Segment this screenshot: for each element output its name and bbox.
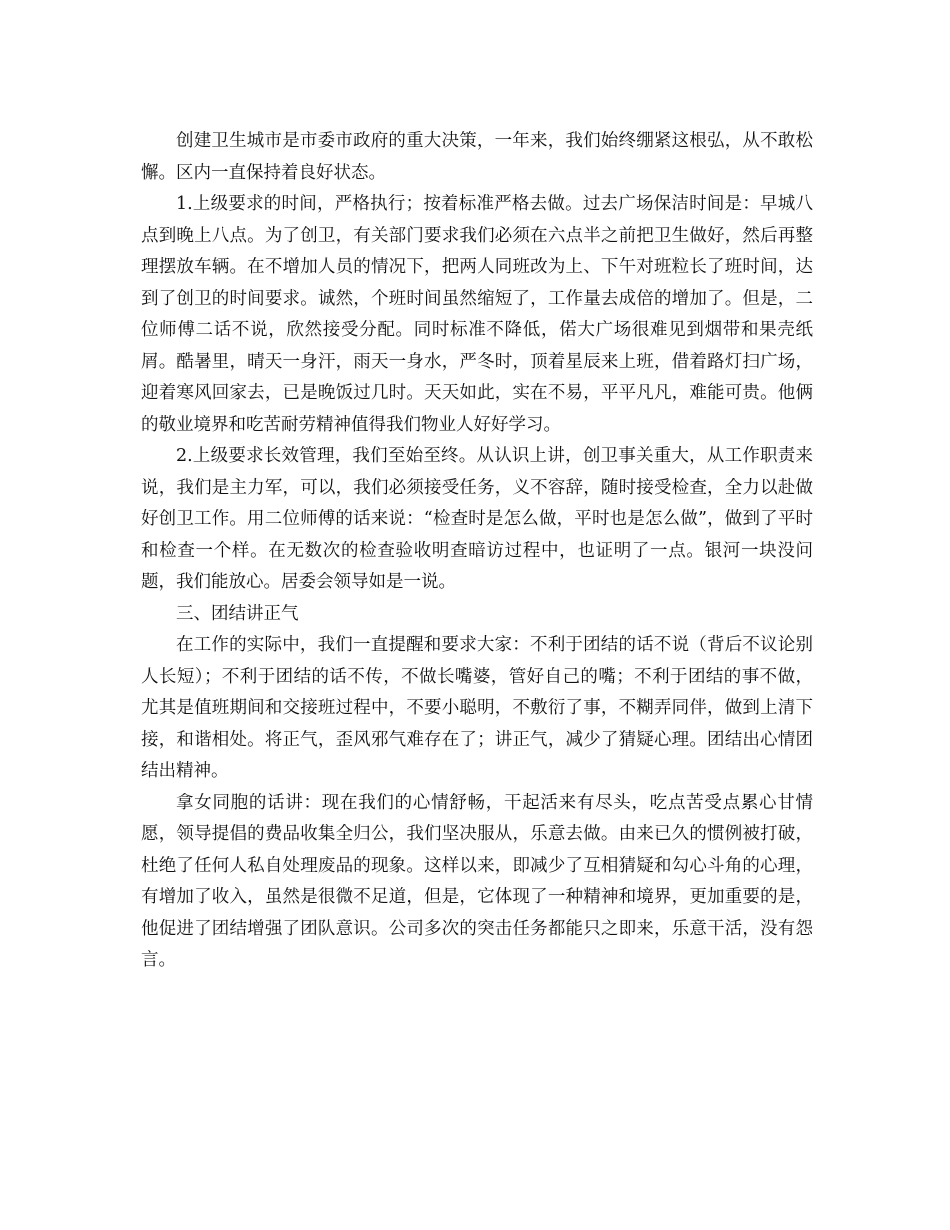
document-body [141, 126, 813, 977]
paragraph-quote: 拿女同胞的话讲：现在我们的心情舒畅，干起活来有尽头，吃点苦受点累心甘情愿，领导提倡的费品收集全归公，我们坚决服从，乐意去做。由来已久的惯例被打破，杜绝了任何人私自处理废品的现象。这样以来，即减少了互相猜疑和勾心斗角的心理，有增加了收入，虽然是很微不足道，但是，它体现了一种精神和境界，更加重要的是，他促进了团结增强了团队意识。公司多次的突击任务都能只之即来，乐意干活，没有怨言。 [141, 792, 813, 970]
paragraph-intro: 创建卫生城市是市委市政府的重大决策，一年来，我们始终绷紧这根弘，从不敢松懈。区内一直保持着良好状态。 [141, 131, 813, 183]
paragraph-item-2: 2.上级要求长效管理，我们至始至终。从认识上讲，创卫事关重大，从工作职责来说，我们是主力军，可以，我们必须接受任务，义不容辞，随时接受检查，全力以赴做好创卫工作。用二位师傅的话来说：“检查时是怎么做，平时也是怎么做”，做到了平时和检查一个样。在无数次的检查验收明查暗访过程中，也证明了一点。银河一块没问题，我们能放心。居委会领导如是一说。 [141, 446, 813, 592]
paragraph-unity: 在工作的实际中，我们一直提醒和要求大家：不利于团结的话不说（背后不议论别人长短）；不利于团结的话不传，不做长嘴婆，管好自己的嘴；不利于团结的事不做，尤其是值班期间和交接班过程中，不要小聪明，不敷衍了事，不糊弄同伴，做到上清下接，和谐相处。将正气，歪风邪气难存在了；讲正气，减少了猜疑心理。团结出心情团结出精神。 [141, 635, 813, 781]
paragraph-item-1: 1.上级要求的时间，严格执行；按着标准严格去做。过去广场保洁时间是：早城八点到晚上八点。为了创卫，有关部门要求我们必须在六点半之前把卫生做好，然后再整理摆放车辆。在不增加人员的情况下，把两人同班改为上、下午对班粒长了班时间，达到了创卫的时间要求。诚然，个班时间虽然缩短了，工作量去成倍的增加了。但是，二位师傅二话不说，欣然接受分配。同时标准不降低，偌大广场很难见到烟带和果壳纸屑。酷暑里，晴天一身汗，雨天一身水，严冬时，顶着星辰来上班，借着路灯扫广场，迎着寒风回家去，已是晚饭过几时。天天如此，实在不易，平平凡凡，难能可贵。他俩的敬业境界和吃苦耐劳精神值得我们物业人好好学习。 [141, 194, 813, 435]
section-heading: 三、团结讲正气 [176, 603, 299, 624]
